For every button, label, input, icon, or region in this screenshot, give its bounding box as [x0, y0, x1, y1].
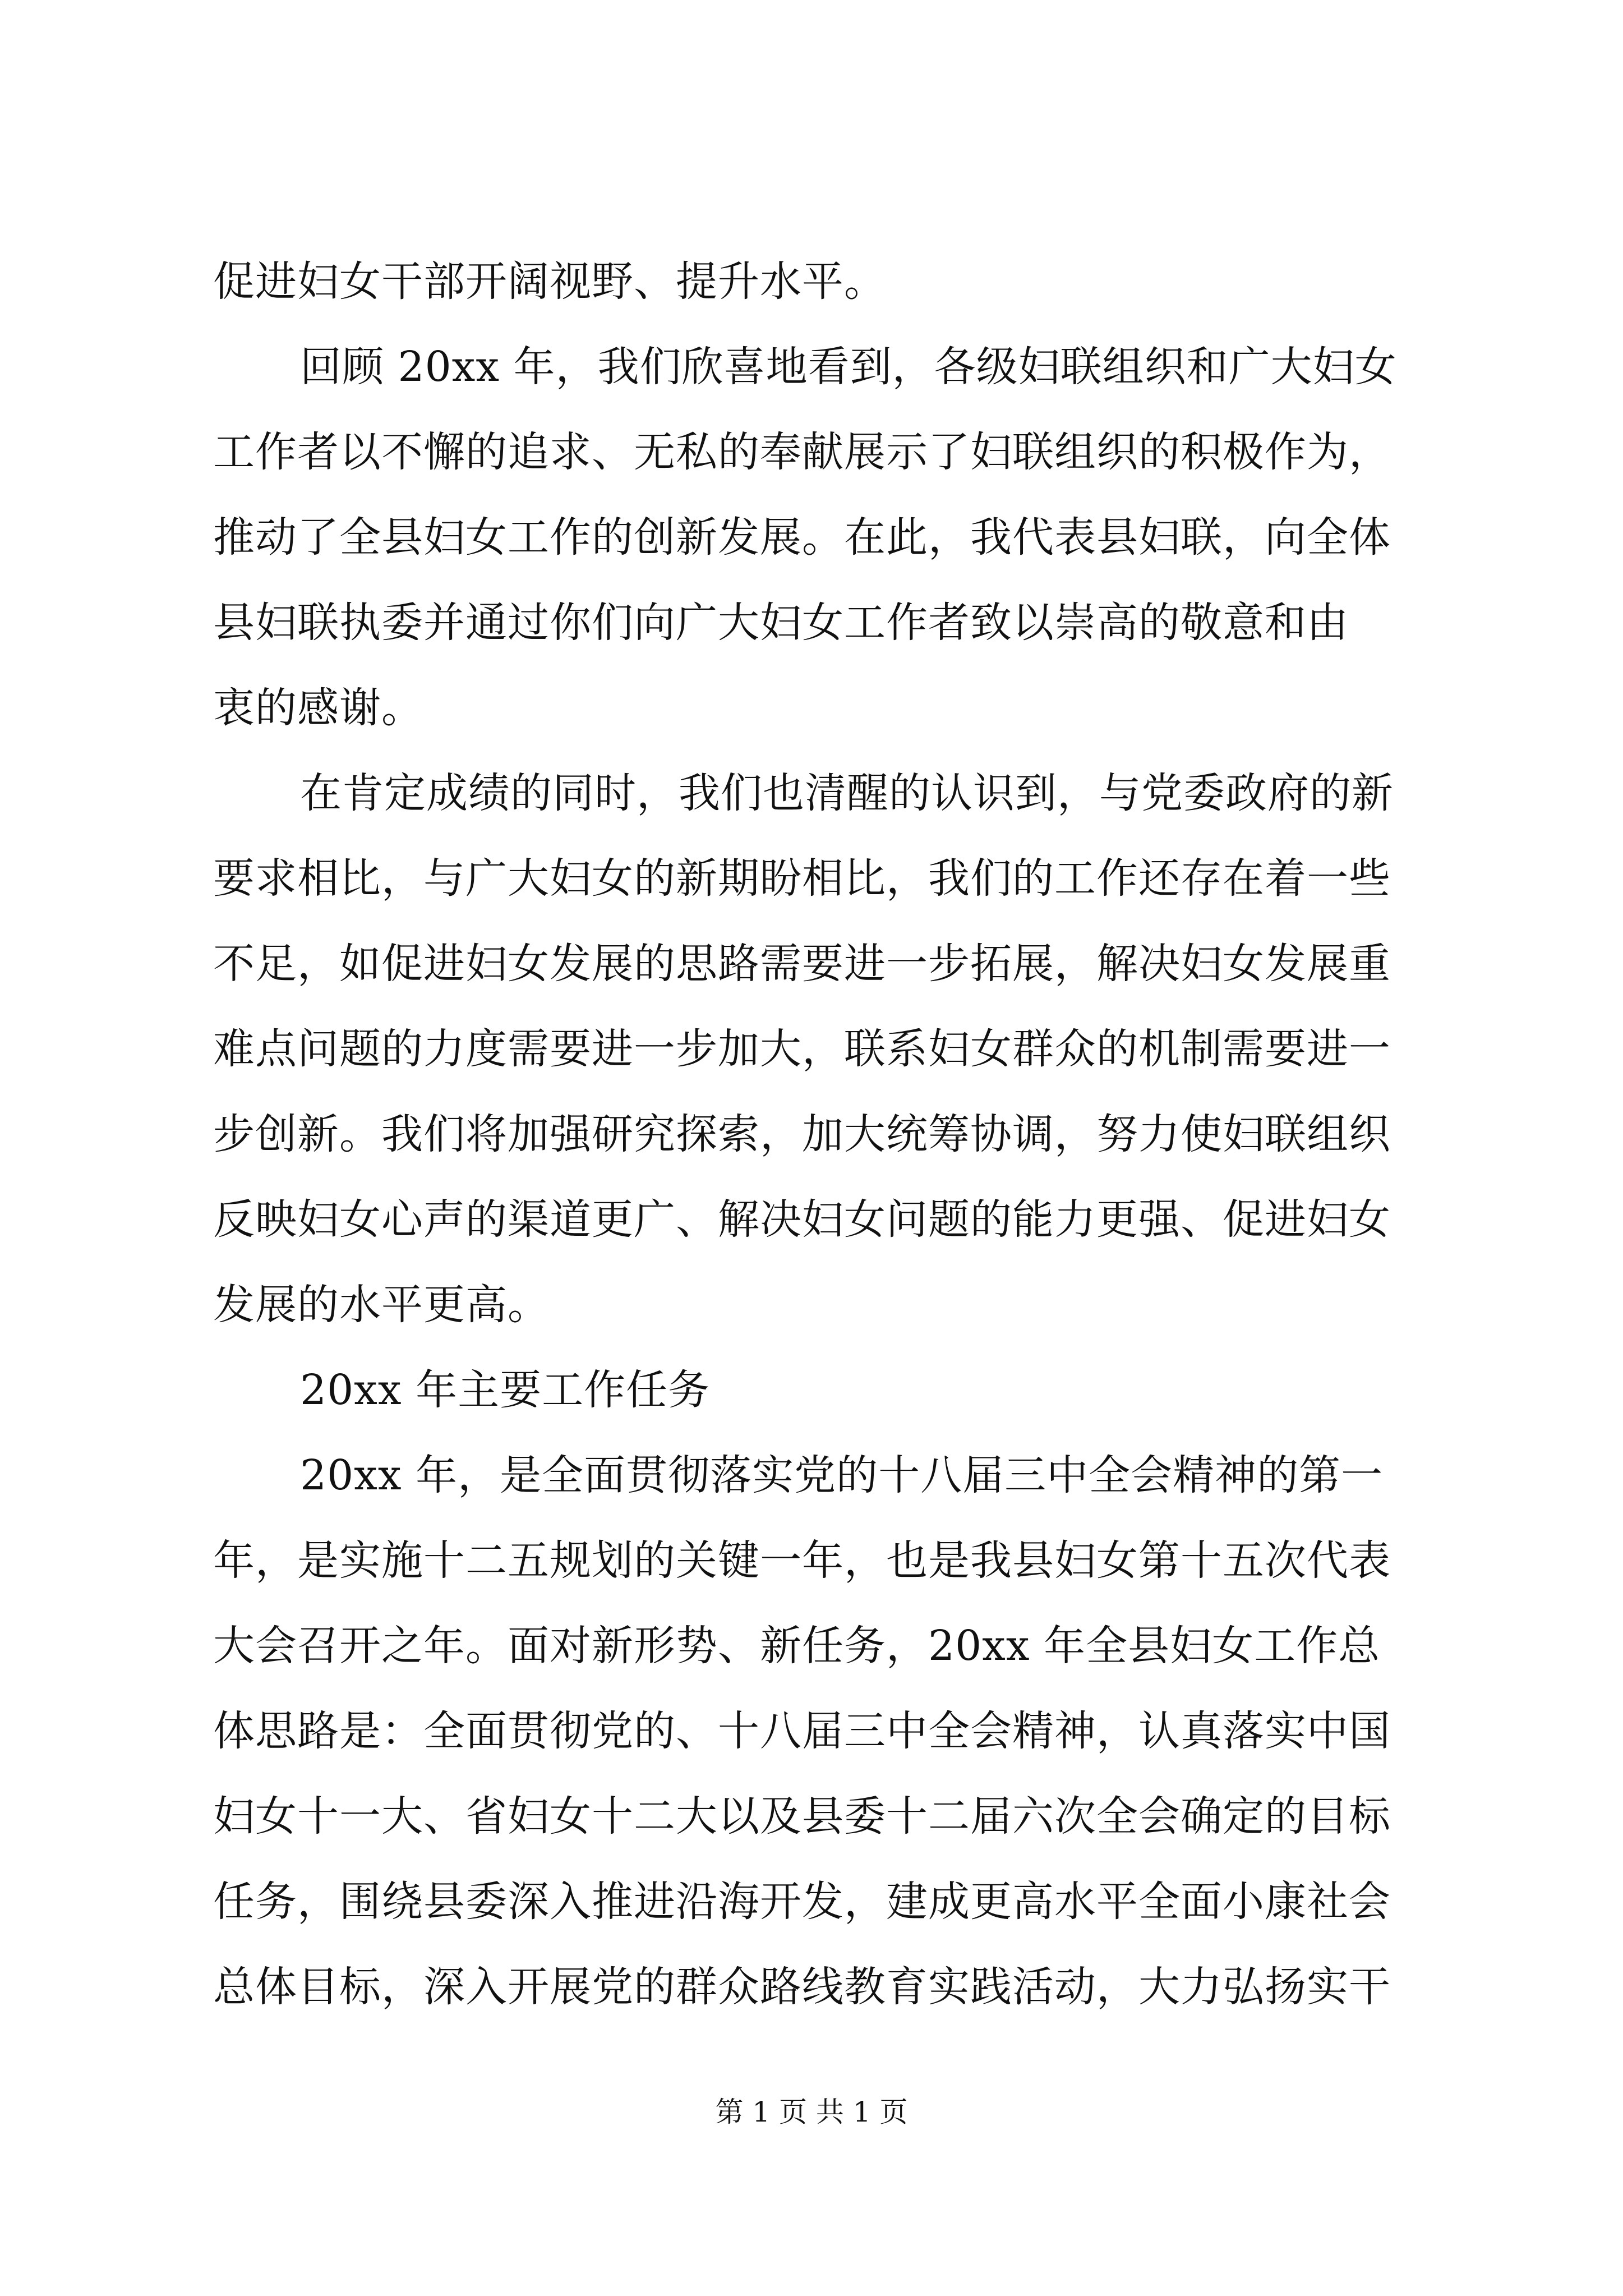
page-footer: 第 1 页 共 1 页 — [715, 2096, 908, 2128]
text-line: 总体目标，深入开展党的群众路线教育实践活动，大力弘扬实干 — [213, 1963, 1391, 2011]
text-line: 要求相比，与广大妇女的新期盼相比，我们的工作还存在着一些 — [213, 854, 1391, 903]
text-line: 难点问题的力度需要进一步加大，联系妇女群众的机制需要进一 — [213, 1025, 1391, 1073]
text-line: 推动了全县妇女工作的创新发展。在此，我代表县妇联，向全体 — [213, 513, 1391, 562]
text-line: 发展的水平更高。 — [213, 1281, 550, 1329]
text-line: 步创新。我们将加强研究探索，加大统筹协调，努力使妇联组织 — [213, 1110, 1391, 1158]
text-line: 工作者以不懈的追求、无私的奉献展示了妇联组织的积极作为， — [213, 428, 1391, 476]
text-line: 年，是实施十二五规划的关键一年，也是我县妇女第十五次代表 — [213, 1536, 1391, 1585]
text-line: 反映妇女心声的渠道更广、解决妇女问题的能力更强、促进妇女 — [213, 1195, 1391, 1244]
text-line: 衷的感谢。 — [213, 684, 423, 732]
text-line: 大会召开之年。面对新形势、新任务，20xx 年全县妇女工作总 — [213, 1622, 1381, 1670]
text-line: 任务，围绕县委深入推进沿海开发，建成更高水平全面小康社会 — [213, 1878, 1391, 1926]
section-heading: 20xx 年主要工作任务 — [300, 1366, 711, 1414]
text-line: 回顾 20xx 年，我们欣喜地看到，各级妇联组织和广大妇女 — [300, 343, 1397, 391]
text-line: 体思路是：全面贯彻党的、十八届三中全会精神，认真落实中国 — [213, 1707, 1391, 1755]
text-line: 在肯定成绩的同时，我们也清醒的认识到，与党委政府的新 — [300, 769, 1394, 817]
text-line: 不足，如促进妇女发展的思路需要进一步拓展，解决妇女发展重 — [213, 940, 1391, 988]
text-line: 妇女十一大、省妇女十二大以及县委十二届六次全会确定的目标 — [213, 1792, 1391, 1841]
text-line: 20xx 年，是全面贯彻落实党的十八届三中全会精神的第一 — [300, 1451, 1384, 1499]
text-line: 促进妇女干部开阔视野、提升水平。 — [213, 257, 886, 306]
text-line: 县妇联执委并通过你们向广大妇女工作者致以崇高的敬意和由 — [213, 599, 1349, 647]
